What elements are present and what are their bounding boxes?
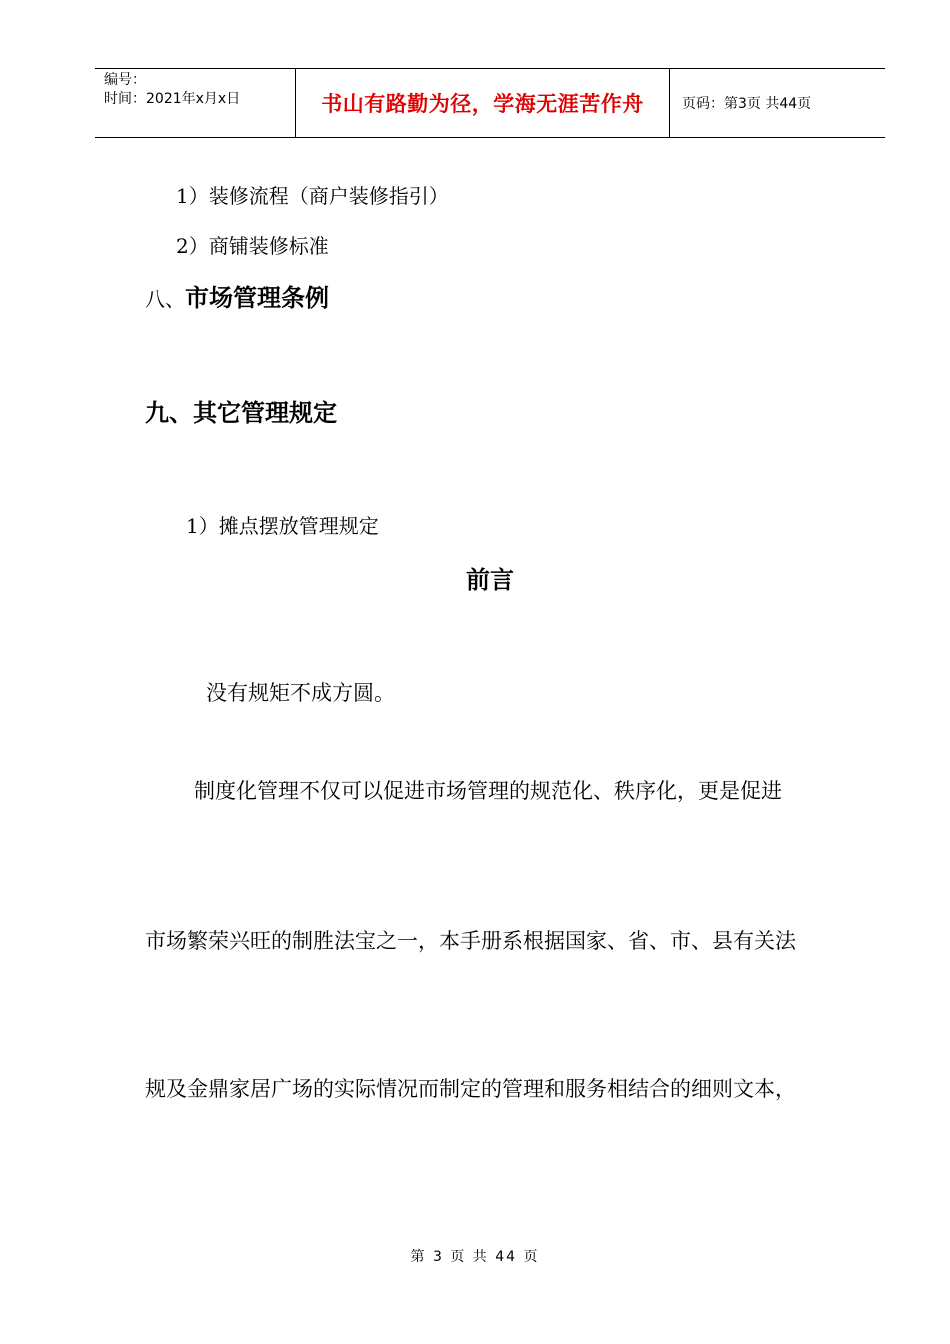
page-header bbox=[95, 68, 885, 138]
header-meta bbox=[95, 69, 296, 137]
section-heading-9: 九、其它管理规定 bbox=[145, 398, 337, 427]
paragraph-line: 没有规矩不成方圆。 bbox=[206, 681, 395, 705]
page-footer: 第 3 页 共 44 页 bbox=[410, 1249, 540, 1265]
section-8-prefix: 八、 bbox=[145, 287, 185, 311]
paragraph-line: 制度化管理不仅可以促进市场管理的规范化、秩序化，更是促进 bbox=[194, 779, 782, 803]
document-time-label: 时间：2021年x月x日 bbox=[104, 91, 241, 107]
paragraph-line: 市场繁荣兴旺的制胜法宝之一，本手册系根据国家、省、市、县有关法 bbox=[145, 929, 796, 953]
preface-title: 前言 bbox=[466, 565, 514, 594]
paragraph-line: 规及金鼎家居广场的实际情况而制定的管理和服务相结合的细则文本， bbox=[145, 1077, 796, 1101]
list-item-shop-renovation-standard: 2）商铺装修标准 bbox=[176, 234, 329, 258]
document-number-label: 编号： bbox=[104, 72, 146, 88]
list-item-stall-placement: 1）摊点摆放管理规定 bbox=[186, 514, 379, 538]
section-heading-8 bbox=[145, 278, 329, 313]
section-8-title: 市场管理条例 bbox=[185, 283, 329, 312]
header-motto: 书山有路勤为径，学海无涯苦作舟 bbox=[296, 69, 670, 137]
header-page-number: 页码：第3页 共44页 bbox=[682, 96, 812, 112]
list-item-renovation-process: 1）装修流程（商户装修指引） bbox=[176, 184, 449, 208]
